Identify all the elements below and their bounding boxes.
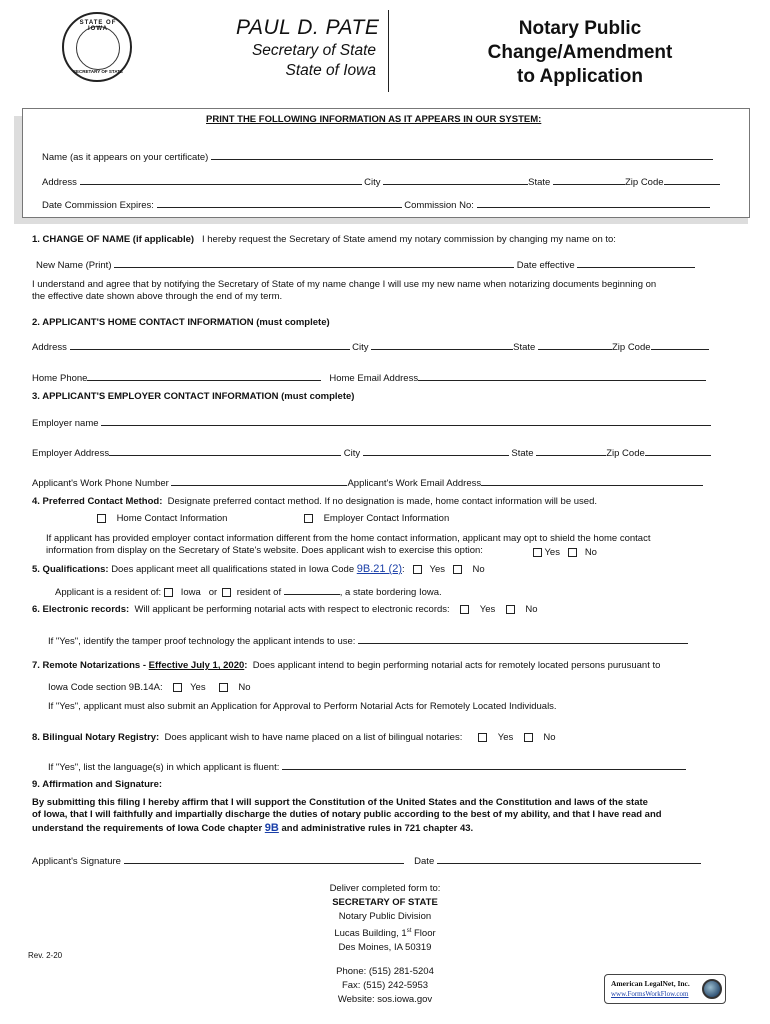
section-3-title: 3. APPLICANT'S EMPLOYER CONTACT INFORMATION (must complete) <box>32 391 355 402</box>
tamper-label: If "Yes", identify the tamper proof technology the applicant intends to use: <box>48 636 356 647</box>
section-8-header <box>32 732 556 743</box>
section-4-title: 4. Preferred Contact Method: <box>32 496 163 507</box>
home-phone-label: Home Phone <box>32 373 88 384</box>
remote-no-label: No <box>238 682 251 693</box>
name-field[interactable] <box>211 150 713 160</box>
box-state-label: State <box>528 177 551 188</box>
date-effective-field[interactable] <box>577 258 695 268</box>
employer-state-label: State <box>511 448 534 459</box>
box-address-field[interactable] <box>80 175 362 185</box>
employer-city-label: City <box>343 448 361 459</box>
affirmation-line-3b: and administrative rules in 721 chapter 43. <box>278 823 474 834</box>
expires-label: Date Commission Expires: <box>42 200 154 211</box>
employer-state-field[interactable] <box>536 446 606 456</box>
official-name: PAUL D. PATE <box>236 16 380 39</box>
remote-no-checkbox[interactable] <box>219 683 228 692</box>
remote-code-label: Iowa Code section 9B.14A: <box>48 682 163 693</box>
affirmation-line-1: By submitting this filing I hereby affirm that I will support the Constitution of the United States and the Constitution and laws of the state <box>32 797 648 808</box>
employer-address-label: Employer Address <box>32 448 110 459</box>
delivery-building-sup: st <box>406 928 412 934</box>
home-email-field[interactable] <box>418 371 706 381</box>
section-5-colon: : <box>402 564 405 575</box>
office-name: Secretary of State <box>251 42 376 59</box>
bilingual-no-checkbox[interactable] <box>524 733 533 742</box>
remote-yes-label: Yes <box>190 682 206 693</box>
work-phone-label: Applicant's Work Phone Number <box>32 478 169 489</box>
info-box-heading: PRINT THE FOLLOWING INFORMATION AS IT APPEARS IN OUR SYSTEM: <box>206 114 542 125</box>
form-title-line-3: to Application <box>517 66 643 87</box>
chapter-9b-link[interactable]: 9B <box>264 822 279 834</box>
signature-date-field[interactable] <box>437 854 701 864</box>
residency-row <box>55 585 442 598</box>
iowa-resident-checkbox[interactable] <box>164 588 173 597</box>
qualifications-no-label: No <box>472 564 485 575</box>
legalnet-url[interactable]: www.FormsWorkFlow.com <box>611 990 689 998</box>
shield-text-1: If applicant has provided employer contact information different from the home contact information, applicant may opt to shield the home contact <box>46 533 651 544</box>
seal-bottom-text: SECRETARY OF STATE <box>72 69 123 74</box>
section-9-title: 9. Affirmation and Signature: <box>32 779 163 790</box>
shield-no-label: No <box>584 547 597 558</box>
remote-yes-checkbox[interactable] <box>173 683 182 692</box>
section-5-text: Does applicant meet all qualifications stated in Iowa Code <box>111 564 355 575</box>
delivery-building-b: Floor <box>411 928 436 940</box>
home-city-label: City <box>352 342 369 353</box>
form-title-line-1: Notary Public <box>518 18 642 39</box>
home-address-row <box>32 340 709 353</box>
home-address-field[interactable] <box>70 340 350 350</box>
section-8-title: 8. Bilingual Notary Registry: <box>32 732 160 743</box>
electronic-yes-checkbox[interactable] <box>460 605 469 614</box>
revision-label: Rev. 2-20 <box>28 951 63 960</box>
seal-inner-ring <box>76 26 120 70</box>
box-commission-row <box>42 198 710 211</box>
languages-label: If "Yes", list the language(s) in which applicant is fluent: <box>48 762 280 773</box>
home-address-label: Address <box>32 342 67 353</box>
signature-row <box>32 854 701 867</box>
section-7-text: Does applicant intend to begin performing notarial acts for remotely located persons purusuant to <box>252 660 661 671</box>
employer-name-field[interactable] <box>101 416 711 426</box>
box-address-row <box>42 175 720 188</box>
section-1-para-1: I understand and agree that by notifying the Secretary of State of my name change I will use my new name when notarizing documents beginning on <box>32 279 657 290</box>
bilingual-yes-label: Yes <box>497 732 514 743</box>
home-state-field[interactable] <box>538 340 612 350</box>
name-label: Name (as it appears on your certificate) <box>42 152 209 163</box>
shield-options <box>533 547 597 558</box>
home-phone-field[interactable] <box>87 371 321 381</box>
qualifications-yes-label: Yes <box>429 564 445 575</box>
home-state-label: State <box>513 342 536 353</box>
commission-label: Commission No: <box>404 200 474 211</box>
box-city-field[interactable] <box>383 175 528 185</box>
delivery-website[interactable]: Website: sos.iowa.gov <box>337 994 433 1006</box>
resident-of-label: resident of <box>236 587 282 598</box>
shield-text-2: information from display on the Secretary of State's website. Does applicant wish to exercise this option: <box>46 545 483 556</box>
section-7-colon: : <box>244 660 248 671</box>
header-divider <box>388 10 389 92</box>
affirmation-line-2 <box>32 809 662 820</box>
expires-field[interactable] <box>157 198 402 208</box>
other-state-checkbox[interactable] <box>222 588 231 597</box>
employer-contact-option <box>304 513 449 524</box>
qualifications-yes-checkbox[interactable] <box>413 565 422 574</box>
state-seal <box>62 12 132 82</box>
delivery-city: Des Moines, IA 50319 <box>338 942 432 954</box>
section-6-header <box>32 604 538 615</box>
work-phone-field[interactable] <box>171 476 347 486</box>
home-phone-row <box>32 371 706 384</box>
section-1-text: I hereby request the Secretary of State amend my notary commission by changing my name on to: <box>201 234 616 245</box>
electronic-no-checkbox[interactable] <box>506 605 515 614</box>
shield-yes-checkbox[interactable] <box>533 548 542 557</box>
section-6-text: Will applicant be performing notarial acts with respect to electronic records: <box>134 604 450 615</box>
tamper-field[interactable] <box>358 634 688 644</box>
bilingual-no-label: No <box>543 732 556 743</box>
languages-field[interactable] <box>282 760 686 770</box>
home-contact-option <box>97 513 227 524</box>
work-email-field[interactable] <box>481 476 703 486</box>
delivery-building <box>285 924 485 941</box>
new-name-field[interactable] <box>114 258 514 268</box>
section-7-header <box>32 660 660 671</box>
affirmation-line-2b: I have read and <box>589 809 662 820</box>
employer-contact-option-label: Employer Contact Information <box>323 513 450 524</box>
section-4-header <box>32 496 597 507</box>
seal-top-text: STATE OF IOWA <box>79 20 117 32</box>
employer-zip-label: Zip Code <box>606 448 645 459</box>
employer-name-label: Employer name <box>32 418 99 429</box>
employer-address-row <box>32 446 711 459</box>
iowa-label: Iowa <box>180 587 201 598</box>
remote-options-row <box>48 682 251 693</box>
home-email-label: Home Email Address <box>329 373 419 384</box>
delivery-office: SECRETARY OF STATE <box>332 897 438 908</box>
name-row <box>42 150 713 163</box>
section-8-text: Does applicant wish to have name placed on a list of bilingual notaries: <box>164 732 463 743</box>
delivery-intro: Deliver completed form to: <box>329 883 441 894</box>
or-label: or <box>208 587 218 598</box>
delivery-block <box>285 882 485 1007</box>
resident-label: Applicant is a resident of: <box>55 587 162 598</box>
electronic-yes-label: Yes <box>479 604 496 615</box>
affirmation-line-2a: of Iowa, that I will faithfully and impartially discharge the duties of notary public according to the best of my ability, and that <box>32 809 590 820</box>
home-contact-option-label: Home Contact Information <box>116 513 228 524</box>
section-6-title: 6. Electronic records: <box>32 604 130 615</box>
section-2-title: 2. APPLICANT'S HOME CONTACT INFORMATION (must complete) <box>32 317 330 328</box>
employer-name-row <box>32 416 711 429</box>
date-label: Date <box>414 856 435 867</box>
home-city-field[interactable] <box>371 340 513 350</box>
affirmation-line-3a: understand the requirements of Iowa Code chapter <box>32 823 265 834</box>
delivery-phone: Phone: (515) 281-5204 <box>336 966 434 978</box>
tamper-row <box>48 634 688 647</box>
box-address-label: Address <box>42 177 77 188</box>
electronic-no-label: No <box>525 604 538 615</box>
section-1-para-2: the effective date shown above through the end of my term. <box>32 291 283 302</box>
form-title <box>455 17 705 89</box>
home-zip-field[interactable] <box>651 340 709 350</box>
bordering-label: , a state bordering Iowa. <box>339 587 442 598</box>
signature-field[interactable] <box>124 854 404 864</box>
section-4-text: Designate preferred contact method. If no designation is made, home contact information will be used. <box>167 496 597 507</box>
home-contact-checkbox[interactable] <box>97 514 106 523</box>
section-5-title: 5. Qualifications: <box>32 564 109 575</box>
employer-contact-checkbox[interactable] <box>304 514 313 523</box>
commission-field[interactable] <box>477 198 710 208</box>
delivery-building-a: Lucas Building, 1 <box>334 928 407 940</box>
box-state-field[interactable] <box>553 175 625 185</box>
signature-label: Applicant's Signature <box>32 856 121 867</box>
globe-icon <box>702 979 722 999</box>
legalnet-logo[interactable] <box>604 974 726 1004</box>
section-5-header <box>32 563 485 575</box>
qualifications-no-checkbox[interactable] <box>453 565 462 574</box>
code-9b21-link[interactable]: 9B.21 (2) <box>356 563 402 575</box>
work-contact-row <box>32 476 703 489</box>
box-zip-field[interactable] <box>664 175 720 185</box>
delivery-fax: Fax: (515) 242-5953 <box>341 980 429 992</box>
employer-zip-field[interactable] <box>645 446 711 456</box>
state-name: State of Iowa <box>285 62 376 79</box>
affirmation-line-3 <box>32 822 473 834</box>
work-email-label: Applicant's Work Email Address <box>347 478 482 489</box>
form-title-line-2: Change/Amendment <box>487 42 673 63</box>
shield-yes-label: Yes <box>544 547 560 558</box>
new-name-row <box>36 258 695 271</box>
date-effective-label: Date effective <box>516 260 575 271</box>
home-zip-label: Zip Code <box>611 342 651 353</box>
bordering-state-field[interactable] <box>284 585 340 595</box>
delivery-division: Notary Public Division <box>338 911 432 922</box>
box-zip-label: Zip Code <box>624 177 664 188</box>
new-name-label: New Name (Print) <box>36 260 112 271</box>
languages-row <box>48 760 686 773</box>
section-1-header <box>32 234 616 245</box>
legalnet-name: American LegalNet, Inc. <box>611 979 690 988</box>
section-1-title: 1. CHANGE OF NAME (if applicable) <box>32 234 195 245</box>
bilingual-yes-checkbox[interactable] <box>478 733 487 742</box>
remote-also-text: If "Yes", applicant must also submit an Application for Approval to Perform Notarial Acts for Remotely Located Individuals. <box>48 701 557 712</box>
section-7-effective: Effective July 1, 2020 <box>148 660 245 671</box>
box-city-label: City <box>364 177 381 188</box>
employer-city-field[interactable] <box>363 446 509 456</box>
section-7-title: 7. Remote Notarizations - <box>32 660 149 671</box>
employer-address-field[interactable] <box>109 446 341 456</box>
shield-no-checkbox[interactable] <box>568 548 577 557</box>
